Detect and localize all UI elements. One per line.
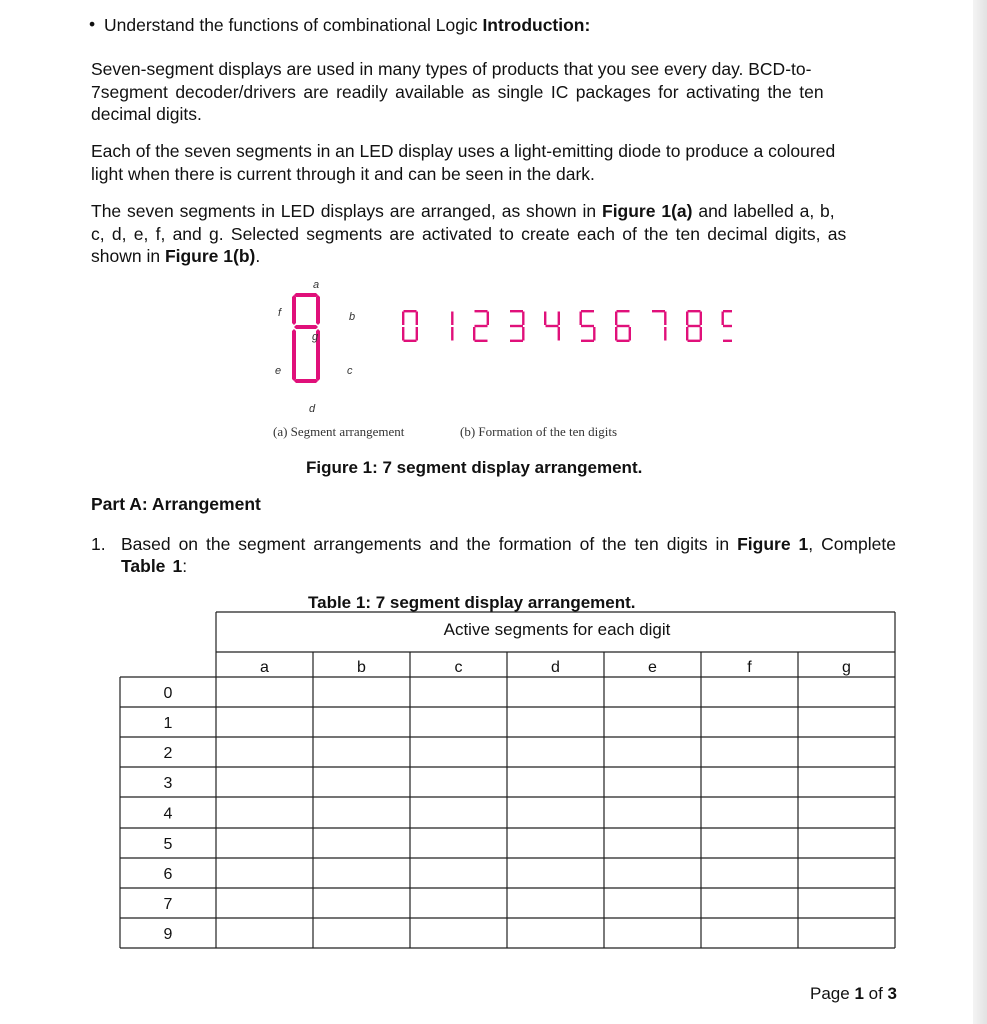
- figure-1b-ref: Figure 1(b): [164, 246, 256, 266]
- p3-line-3: shown in Figure 1(b).: [91, 246, 261, 266]
- label-e: e: [275, 365, 282, 377]
- column-header-e: e: [648, 659, 657, 676]
- row-label-4: 4: [163, 805, 173, 823]
- column-header-d: d: [551, 659, 560, 676]
- row-label-7: 7: [163, 896, 173, 913]
- page-number: Page 1 of 3: [810, 984, 897, 1003]
- column-header-b: b: [357, 659, 366, 676]
- caption-b: (b) Formation of the ten digits: [460, 424, 618, 439]
- column-header-f: f: [747, 659, 752, 676]
- column-header-a: a: [260, 659, 269, 676]
- p3-line-1: The seven segments in LED displays are arranged, as shown in Figure 1(a) and labelled a, b,: [91, 201, 835, 221]
- row-label-2: 2: [163, 745, 173, 762]
- table-title: Table 1: 7 segment display arrangement.: [308, 593, 636, 612]
- row-label-6: 6: [163, 866, 173, 883]
- row-label-5: 5: [163, 836, 173, 853]
- row-label-9: 9: [163, 926, 173, 943]
- figure-title: Figure 1: 7 segment display arrangement.: [306, 458, 643, 477]
- bullet: •: [89, 14, 96, 34]
- label-a: a: [313, 279, 320, 291]
- p2-line-2: light when there is current through it and can be seen in the dark.: [91, 163, 595, 184]
- label-f: f: [278, 307, 282, 319]
- objective-text: Understand the functions of combinational Logic: [104, 15, 483, 35]
- p1-line-2: 7segment decoder/drivers are readily available as single IC packages for activating the ten: [91, 81, 824, 102]
- column-header-c: c: [454, 659, 463, 676]
- introduction-heading: Introduction:: [482, 15, 591, 35]
- p2-line-1: Each of the seven segments in an LED display uses a light-emitting diode to produce a coloured: [91, 141, 836, 161]
- label-d: d: [309, 403, 316, 415]
- question-number: 1.: [91, 534, 106, 554]
- column-header-g: g: [842, 659, 851, 676]
- figure-1a-ref: Figure 1(a): [602, 201, 693, 221]
- p1-line-1: Seven-segment displays are used in many types of products that you see every day. BCD-to-: [91, 59, 812, 79]
- p1-line-3: decimal digits.: [91, 104, 202, 124]
- row-label-3: 3: [163, 775, 173, 792]
- label-g: g: [312, 331, 319, 343]
- row-label-0: 0: [163, 685, 173, 702]
- table-group-header: Active segments for each digit: [443, 620, 671, 639]
- question-text: Based on the segment arrangements and the formation of the ten digits in Figure 1, Complete Table 1:: [121, 534, 896, 576]
- p3-line-2: c, d, e, f, and g. Selected segments are activated to create each of the ten decimal digits, as: [91, 223, 847, 244]
- part-a-heading: Part A: Arrangement: [91, 494, 261, 514]
- caption-a: (a) Segment arrangement: [273, 424, 405, 439]
- label-b: b: [349, 311, 356, 323]
- row-label-1: 1: [163, 715, 173, 732]
- label-c: c: [347, 365, 353, 377]
